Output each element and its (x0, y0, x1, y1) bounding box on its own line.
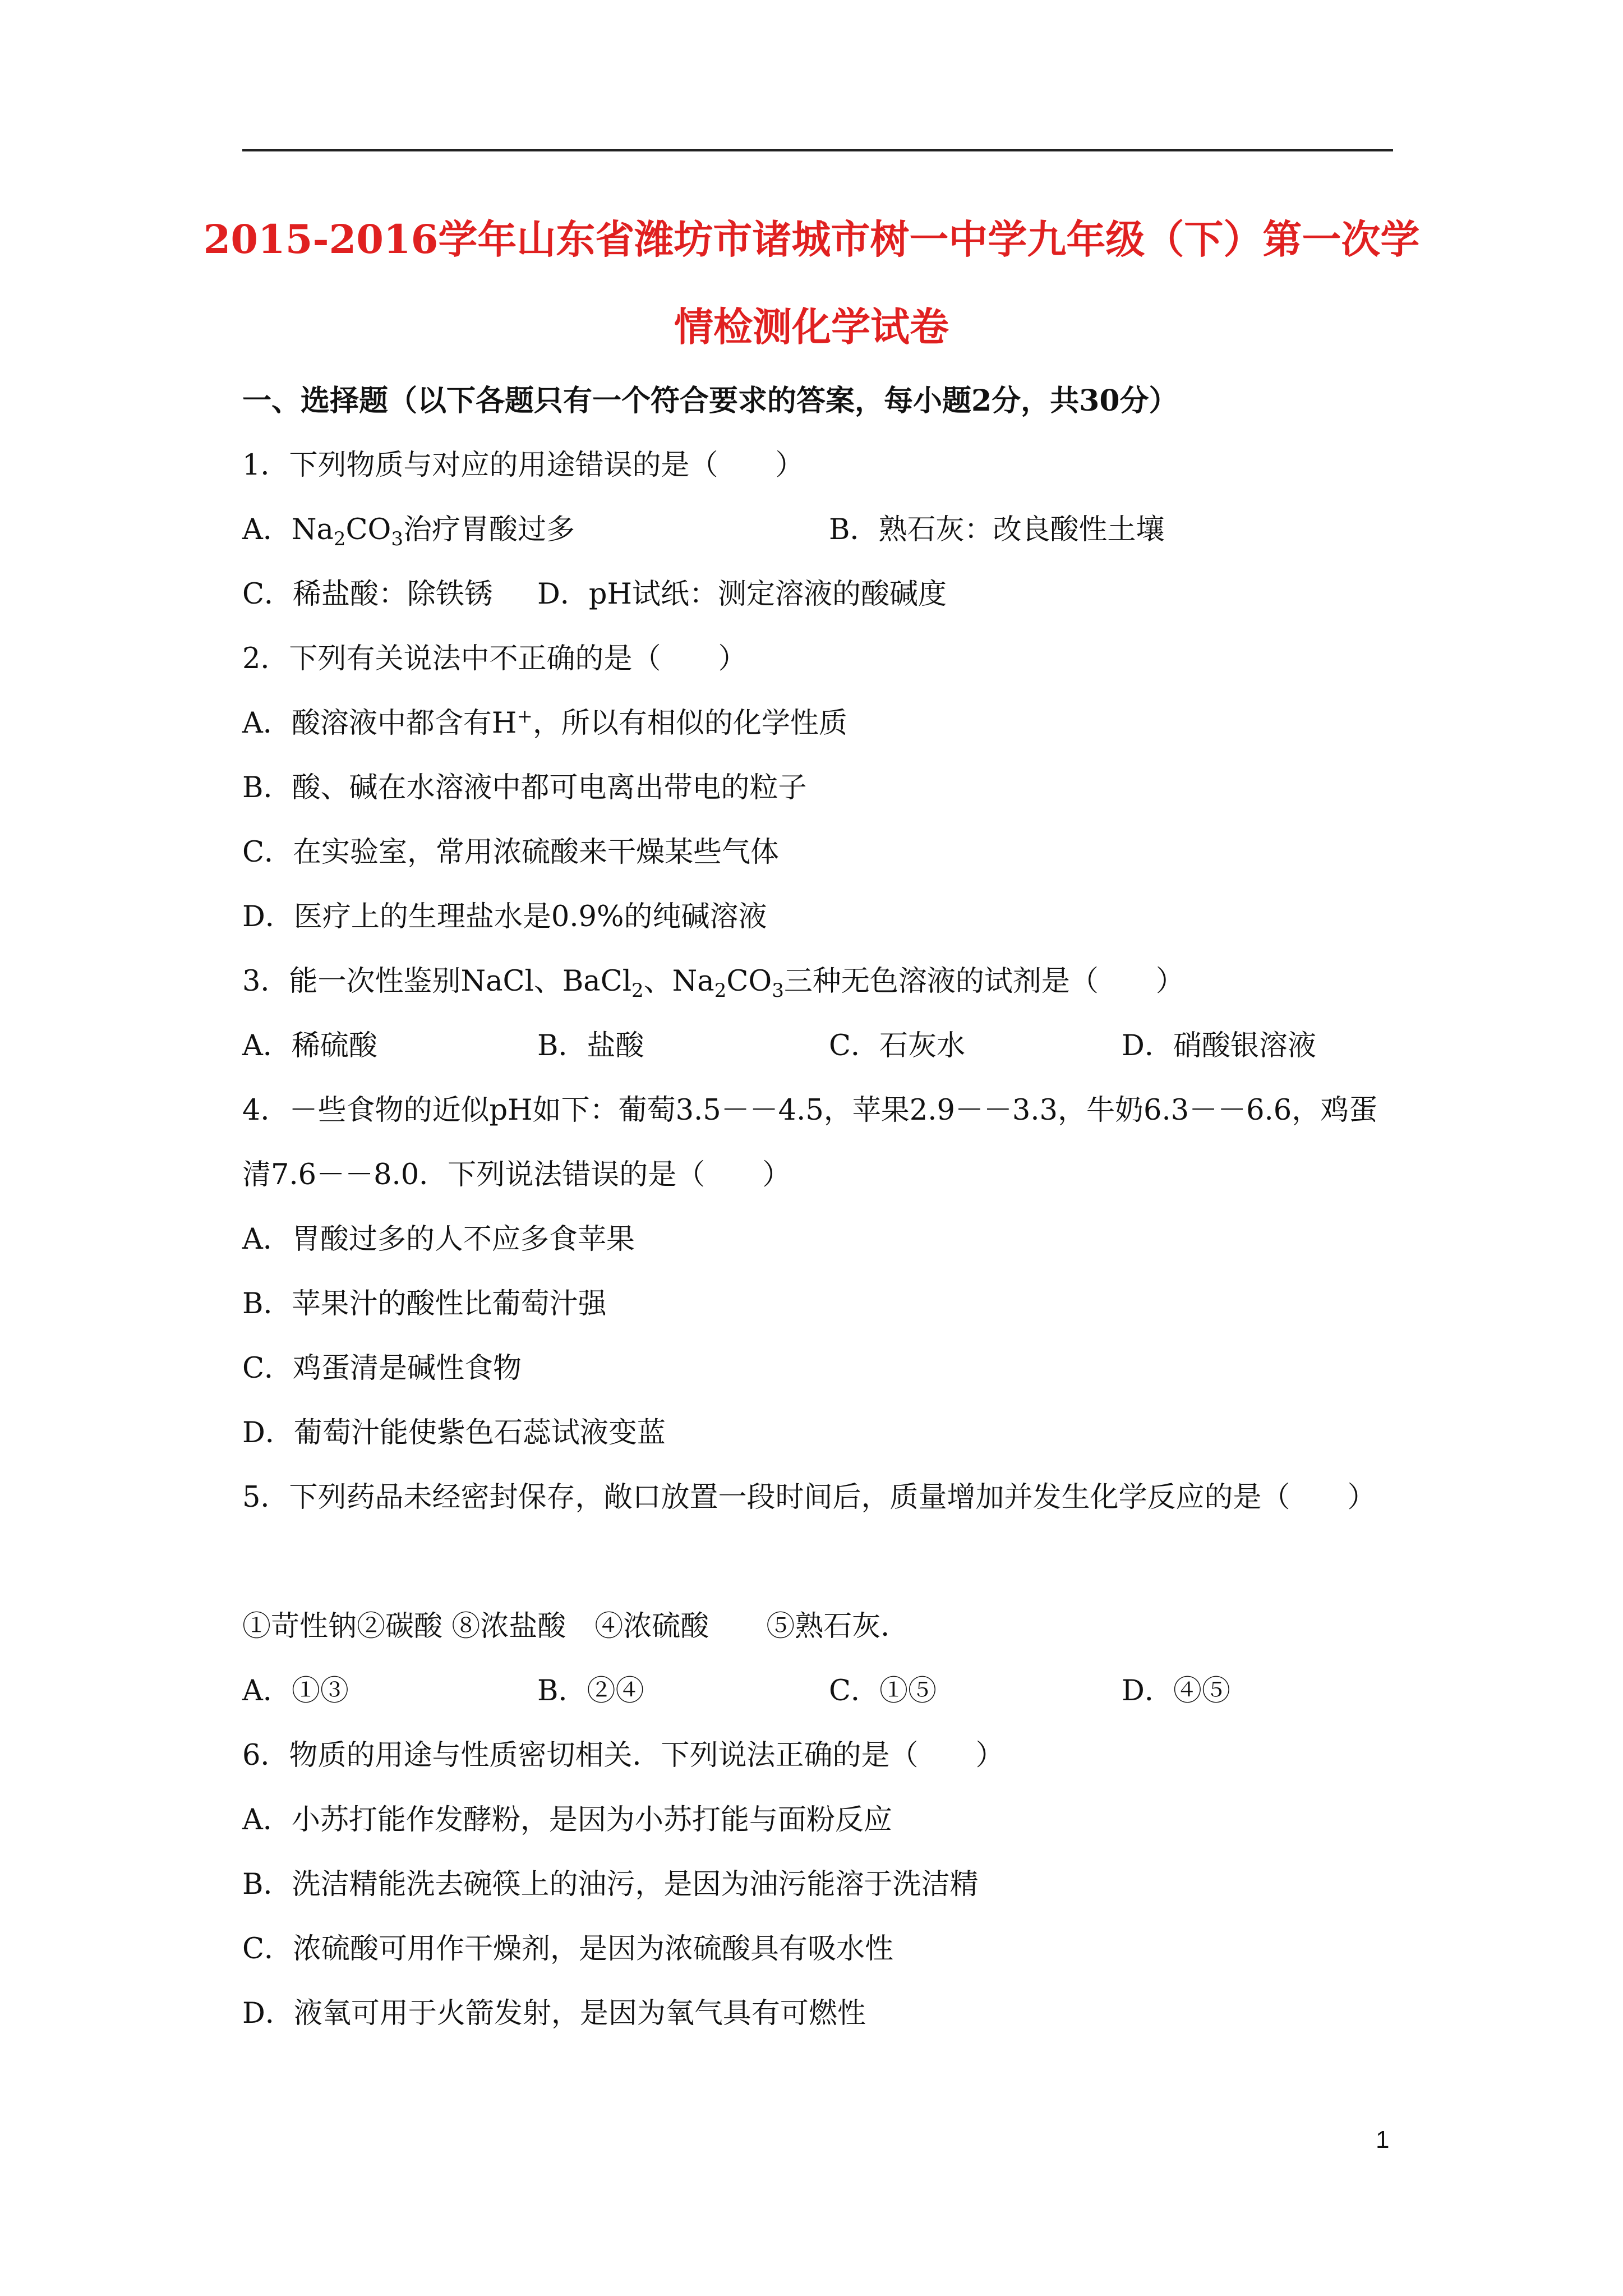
question-6-option-a: A．小苏打能作发酵粉，是因为小苏打能与面粉反应 (242, 1803, 892, 1837)
question-6-stem: 6．物质的用途与性质密切相关．下列说法正确的是（ ） (242, 1739, 1004, 1772)
question-1-option-d: D．pH试纸：测定溶液的酸碱度 (537, 578, 947, 611)
question-1-option-a: A．$Na_2CO_3$治疗胃酸过多 (242, 513, 575, 551)
question-4-option-b: B．苹果汁的酸性比葡萄汁强 (242, 1287, 607, 1320)
question-5-option-d: D．④⑤ (1122, 1674, 1230, 1708)
question-4-stem-line1: 4．－些食物的近似pH如下：葡萄3.5－－4.5，苹果2.9－－3.3，牛奶6.3－－6.6，鸡蛋 (242, 1094, 1378, 1127)
question-4-option-c: C．鸡蛋清是碱性食物 (242, 1352, 522, 1385)
question-4-option-d: D．葡萄汁能使紫色石蕊试液变蓝 (242, 1416, 666, 1450)
question-6-option-d: D．液氧可用于火箭发射，是因为氧气具有可燃性 (242, 1997, 866, 2030)
question-4-stem-line2: 清7.6－－8.0．下列说法错误的是（ ） (242, 1158, 791, 1191)
question-1-option-c: C．稀盐酸：除铁锈 (242, 578, 494, 611)
question-6-option-b: B．洗洁精能洗去碗筷上的油污，是因为油污能溶于洗洁精 (242, 1868, 979, 1901)
question-5-option-b: B．②④ (537, 1674, 644, 1708)
question-5-option-c: C．①⑤ (829, 1674, 937, 1708)
question-3-option-c: C．石灰水 (829, 1029, 966, 1062)
page-title-line2: 情检测化学试卷 (674, 303, 949, 350)
question-4-option-a: A．胃酸过多的人不应多食苹果 (242, 1223, 635, 1256)
question-3-option-d: D．硝酸银溶液 (1122, 1029, 1316, 1062)
page-number: 1 (1376, 2126, 1390, 2154)
question-2-option-c: C．在实验室，常用浓硫酸来干燥某些气体 (242, 836, 780, 869)
question-2-option-d: D．医疗上的生理盐水是0.9%的纯碱溶液 (242, 900, 767, 933)
header-rule (242, 149, 1393, 151)
page-title-line1: 2015-2016学年山东省潍坊市诸城市树一中学九年级（下）第一次学 (203, 216, 1420, 263)
question-2-option-b: B．酸、碱在水溶液中都可电离出带电的粒子 (242, 771, 807, 804)
question-2-option-a: A．酸溶液中都含有H+，所以有相似的化学性质 (242, 705, 847, 740)
question-2-stem: 2．下列有关说法中不正确的是（ ） (242, 642, 747, 675)
question-5-option-a: A．①③ (242, 1674, 349, 1708)
question-5-items: ①苛性钠②碳酸 ⑧浓盐酸 ④浓硫酸 ⑤熟石灰． (242, 1610, 910, 1643)
question-1-stem: 1．下列物质与对应的用途错误的是（ ） (242, 449, 804, 482)
question-1-option-b: B．熟石灰：改良酸性土壤 (829, 513, 1165, 546)
question-3-stem: 3．能一次性鉴别NaCl、BaCl$_2$、$Na_2CO_3$三种无色溶液的试剂是（ ） (242, 965, 1184, 1002)
section-heading: 一、选择题（以下各题只有一个符合要求的答案，每小题2分，共30分） (242, 384, 1178, 418)
question-5-stem: 5．下列药品未经密封保存，敞口放置一段时间后，质量增加并发生化学反应的是（ ） (242, 1481, 1376, 1514)
question-3-option-a: A．稀硫酸 (242, 1029, 377, 1062)
question-6-option-c: C．浓硫酸可用作干燥剂，是因为浓硫酸具有吸水性 (242, 1932, 894, 1966)
question-3-option-b: B．盐酸 (537, 1029, 644, 1062)
